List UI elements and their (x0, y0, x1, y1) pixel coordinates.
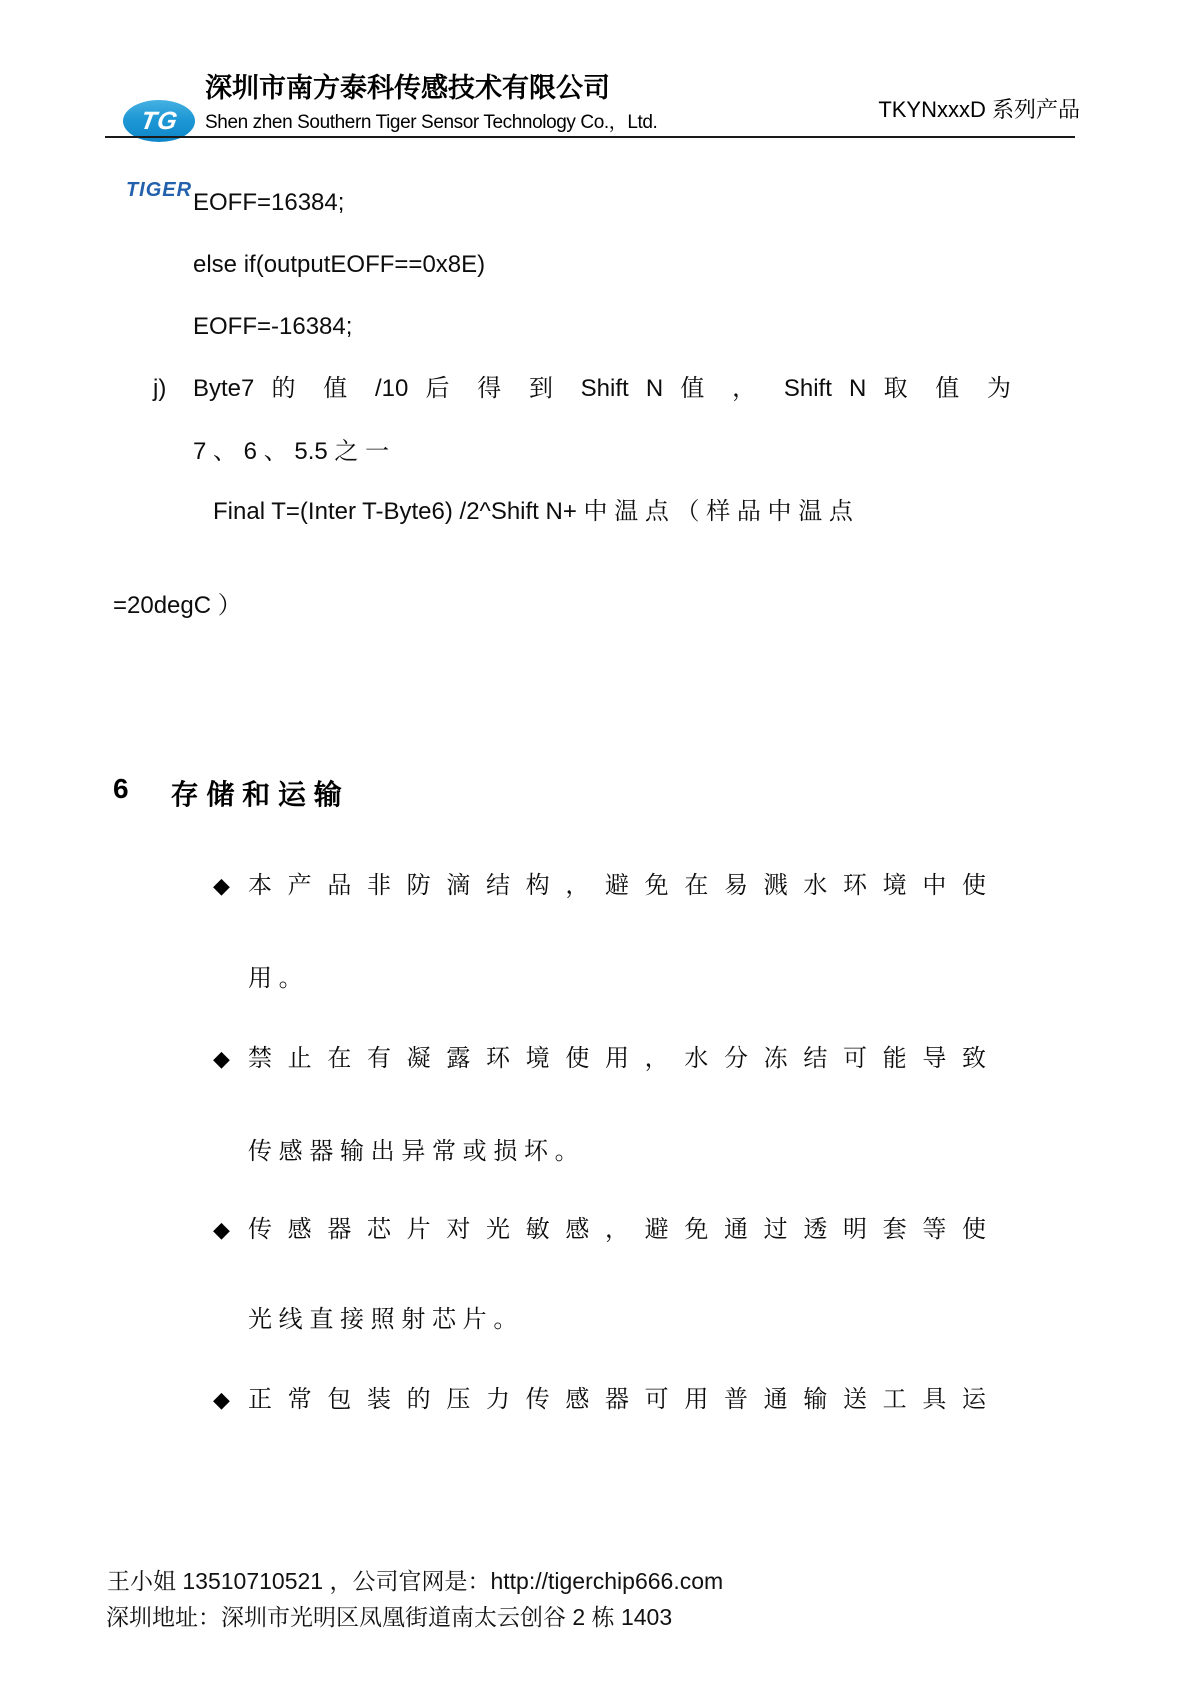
tiger-logo (116, 64, 202, 218)
code-line-2: else if(outputEOFF==0x8E) (193, 251, 486, 278)
list-item-j-label: j) (153, 375, 167, 402)
bullet-1-text: 本 产 品 非 防 滴 结 构 ， 避 免 在 易 溅 水 环 境 中 使 (248, 872, 986, 899)
bullet-2-continuation: 传 感 器 输 出 异 常 或 损 坏 。 (248, 1138, 579, 1165)
diamond-bullet-icon: ◆ (213, 873, 230, 898)
diamond-bullet-icon: ◆ (213, 1217, 230, 1242)
product-series-label: TKYNxxxD 系列产品 (878, 97, 1080, 122)
section-title: 存 储 和 运 输 (170, 779, 342, 810)
bullet-1-continuation: 用 。 (248, 965, 303, 992)
diamond-bullet-icon: ◆ (213, 1387, 230, 1412)
company-name-en: Shen zhen Southern Tiger Sensor Technology Co.，Ltd. (205, 112, 658, 133)
logo-tg-text: TG (138, 106, 180, 135)
list-item-j-continuation: 7 、 6 、 5.5 之 一 (193, 438, 390, 465)
logo-tiger-text: TIGER (125, 179, 193, 201)
formula-line-1: Final T=(Inter T-Byte6) /2^Shift N+ 中 温 点 （ 样 品 中 温 点 (213, 498, 853, 525)
bullet-3-continuation: 光 线 直 接 照 射 芯 片 。 (248, 1306, 518, 1333)
footer-address-line: 深圳地址：深圳市光明区凤凰街道南太云创谷 2 栋 1403 (106, 1604, 673, 1630)
bullet-2-text: 禁 止 在 有 凝 露 环 境 使 用 ， 水 分 冻 结 可 能 导 致 (248, 1045, 986, 1072)
bullet-3-text: 传 感 器 芯 片 对 光 敏 感 ， 避 免 通 过 透 明 套 等 使 (248, 1216, 986, 1243)
section-number: 6 (113, 773, 129, 804)
section-heading (113, 773, 342, 813)
code-line-1: EOFF=16384; (193, 189, 345, 216)
footer-contact-line: 王小姐 13510710521 ，公司官网是：http://tigerchip666.com (107, 1568, 724, 1594)
diamond-bullet-icon: ◆ (213, 1046, 230, 1071)
company-name-cn: 深圳市南方泰科传感技术有限公司 (205, 73, 610, 103)
formula-line-2: =20degC ） (113, 592, 242, 619)
code-line-3: EOFF=-16384; (193, 313, 353, 340)
list-item-j-text: Byte7 的 值 /10 后 得 到 Shift N 值 ， Shift N 取 值 为 (193, 375, 1011, 402)
header-divider (105, 136, 1075, 138)
bullet-4-text: 正 常 包 装 的 压 力 传 感 器 可 用 普 通 输 送 工 具 运 (248, 1386, 986, 1413)
